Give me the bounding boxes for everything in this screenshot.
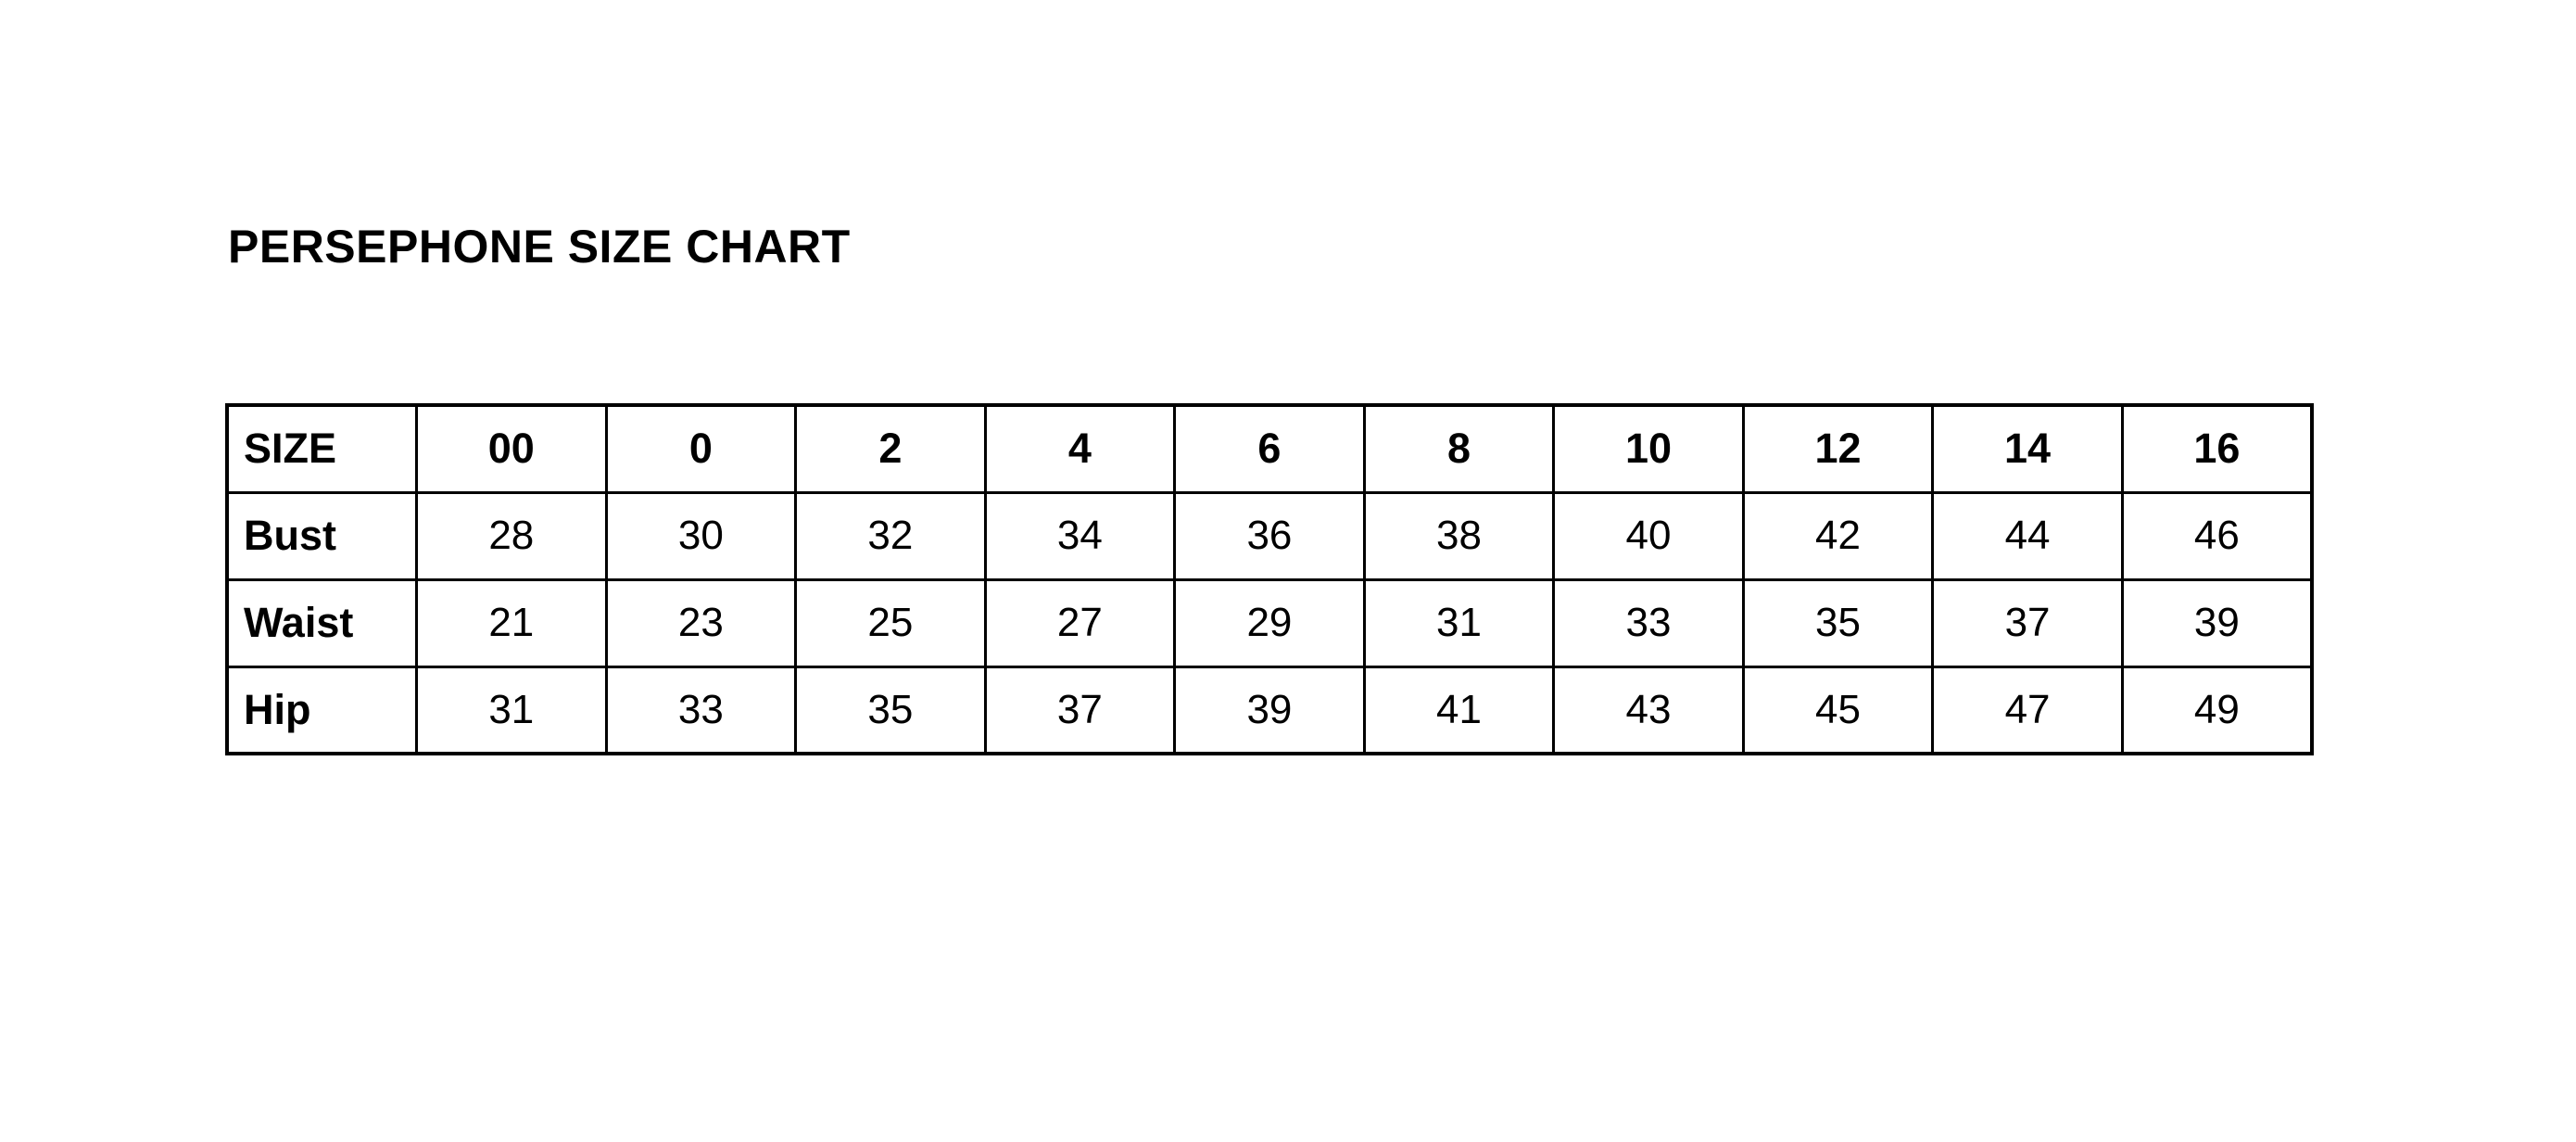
- measurement-value-cell: 43: [1554, 666, 1744, 754]
- measurement-value-cell: 40: [1554, 492, 1744, 579]
- measurement-value-cell: 29: [1175, 579, 1365, 666]
- measurement-value-cell: 49: [2122, 666, 2312, 754]
- measurement-value-cell: 30: [606, 492, 796, 579]
- size-header-cell: 6: [1175, 405, 1365, 492]
- page-title: PERSEPHONE SIZE CHART: [228, 221, 851, 273]
- measurement-value-cell: 34: [985, 492, 1175, 579]
- measurement-label-cell: Waist: [227, 579, 417, 666]
- measurement-value-cell: 31: [1364, 579, 1554, 666]
- measurement-value-cell: 42: [1743, 492, 1933, 579]
- measurement-value-cell: 45: [1743, 666, 1933, 754]
- measurement-value-cell: 37: [1933, 579, 2123, 666]
- measurement-value-cell: 31: [417, 666, 607, 754]
- measurement-value-cell: 25: [796, 579, 986, 666]
- size-header-cell: 14: [1933, 405, 2123, 492]
- size-header-cell: 12: [1743, 405, 1933, 492]
- measurement-value-cell: 37: [985, 666, 1175, 754]
- measurement-value-cell: 47: [1933, 666, 2123, 754]
- size-header-row: [227, 405, 2312, 492]
- measurement-row: [227, 492, 2312, 579]
- measurement-label-cell: Hip: [227, 666, 417, 754]
- measurement-value-cell: 46: [2122, 492, 2312, 579]
- size-header-cell: 2: [796, 405, 986, 492]
- measurement-value-cell: 28: [417, 492, 607, 579]
- measurement-row: [227, 579, 2312, 666]
- size-chart-table: [225, 403, 2314, 755]
- measurement-value-cell: 35: [796, 666, 986, 754]
- size-header-cell: 8: [1364, 405, 1554, 492]
- size-chart-body: [227, 492, 2312, 754]
- size-header-cell: 4: [985, 405, 1175, 492]
- size-header-cell: 16: [2122, 405, 2312, 492]
- measurement-value-cell: 27: [985, 579, 1175, 666]
- size-chart-header: [227, 405, 2312, 492]
- measurement-value-cell: 35: [1743, 579, 1933, 666]
- corner-header-cell: SIZE: [227, 405, 417, 492]
- size-header-cell: 10: [1554, 405, 1744, 492]
- measurement-value-cell: 32: [796, 492, 986, 579]
- measurement-value-cell: 41: [1364, 666, 1554, 754]
- measurement-value-cell: 21: [417, 579, 607, 666]
- measurement-value-cell: 33: [606, 666, 796, 754]
- size-header-cell: 0: [606, 405, 796, 492]
- measurement-value-cell: 39: [2122, 579, 2312, 666]
- size-header-cell: 00: [417, 405, 607, 492]
- measurement-value-cell: 36: [1175, 492, 1365, 579]
- measurement-label-cell: Bust: [227, 492, 417, 579]
- measurement-value-cell: 23: [606, 579, 796, 666]
- measurement-value-cell: 38: [1364, 492, 1554, 579]
- measurement-value-cell: 44: [1933, 492, 2123, 579]
- measurement-value-cell: 33: [1554, 579, 1744, 666]
- measurement-value-cell: 39: [1175, 666, 1365, 754]
- measurement-row: [227, 666, 2312, 754]
